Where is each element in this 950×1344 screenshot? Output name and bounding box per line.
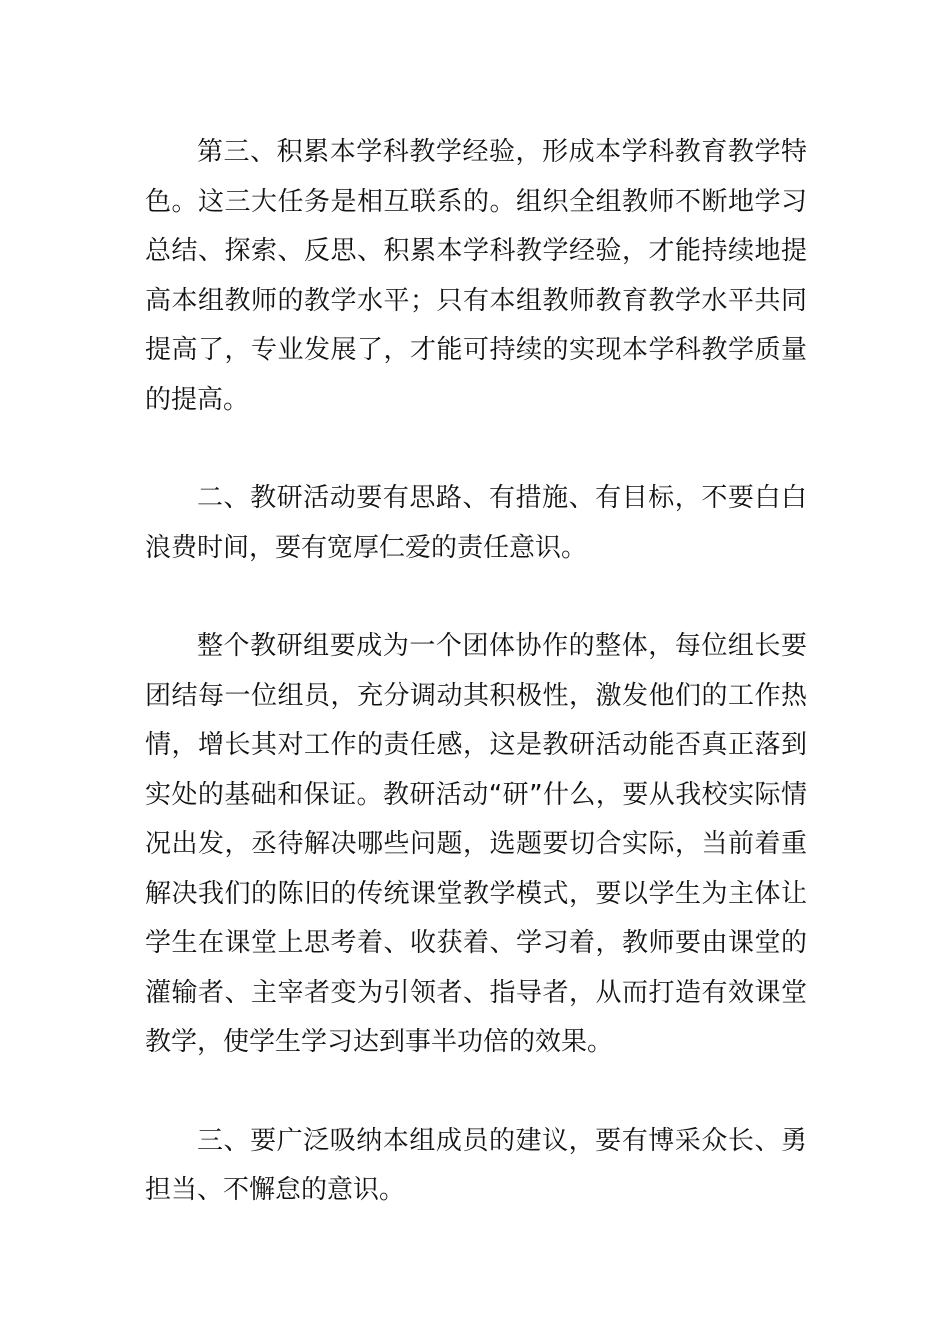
- paragraph-accumulate-experience: 第三、积累本学科教学经验，形成本学科教育教学特色。这三大任务是相互联系的。组织全组教师不断地学习总结、探索、反思、积累本学科教学经验，才能持续地提高本组教师的教学水平；只有本组教师教育教学水平共同提高了，专业发展了，才能可持续的实现本学科教学质量的提高。: [145, 137, 807, 415]
- document-body: [145, 128, 807, 1216]
- paragraph-section-two-heading: 二、教研活动要有思路、有措施、有目标，不要白白浪费时间，要有宽厚仁爱的责任意识。: [145, 483, 807, 563]
- paragraph-section-three-heading: 三、要广泛吸纳本组成员的建议，要有博采众长、勇担当、不懈怠的意识。: [145, 1125, 807, 1205]
- paragraph-team-collaboration: 整个教研组要成为一个团体协作的整体，每位组长要团结每一位组员，充分调动其积极性，激发他们的工作热情，增长其对工作的责任感，这是教研活动能否真正落到实处的基础和保证。教研活动“研”什么，要从我校实际情况出发，丞待解决哪些问题，选题要切合实际，当前着重解决我们的陈旧的传统课堂教学模式，要以学生为主体让学生在课堂上思考着、收获着、学习着，教师要由课堂的灌输者、主宰者变为引领者、指导者，从而打造有效课堂教学，使学生学习达到事半功倍的效果。: [145, 631, 807, 1057]
